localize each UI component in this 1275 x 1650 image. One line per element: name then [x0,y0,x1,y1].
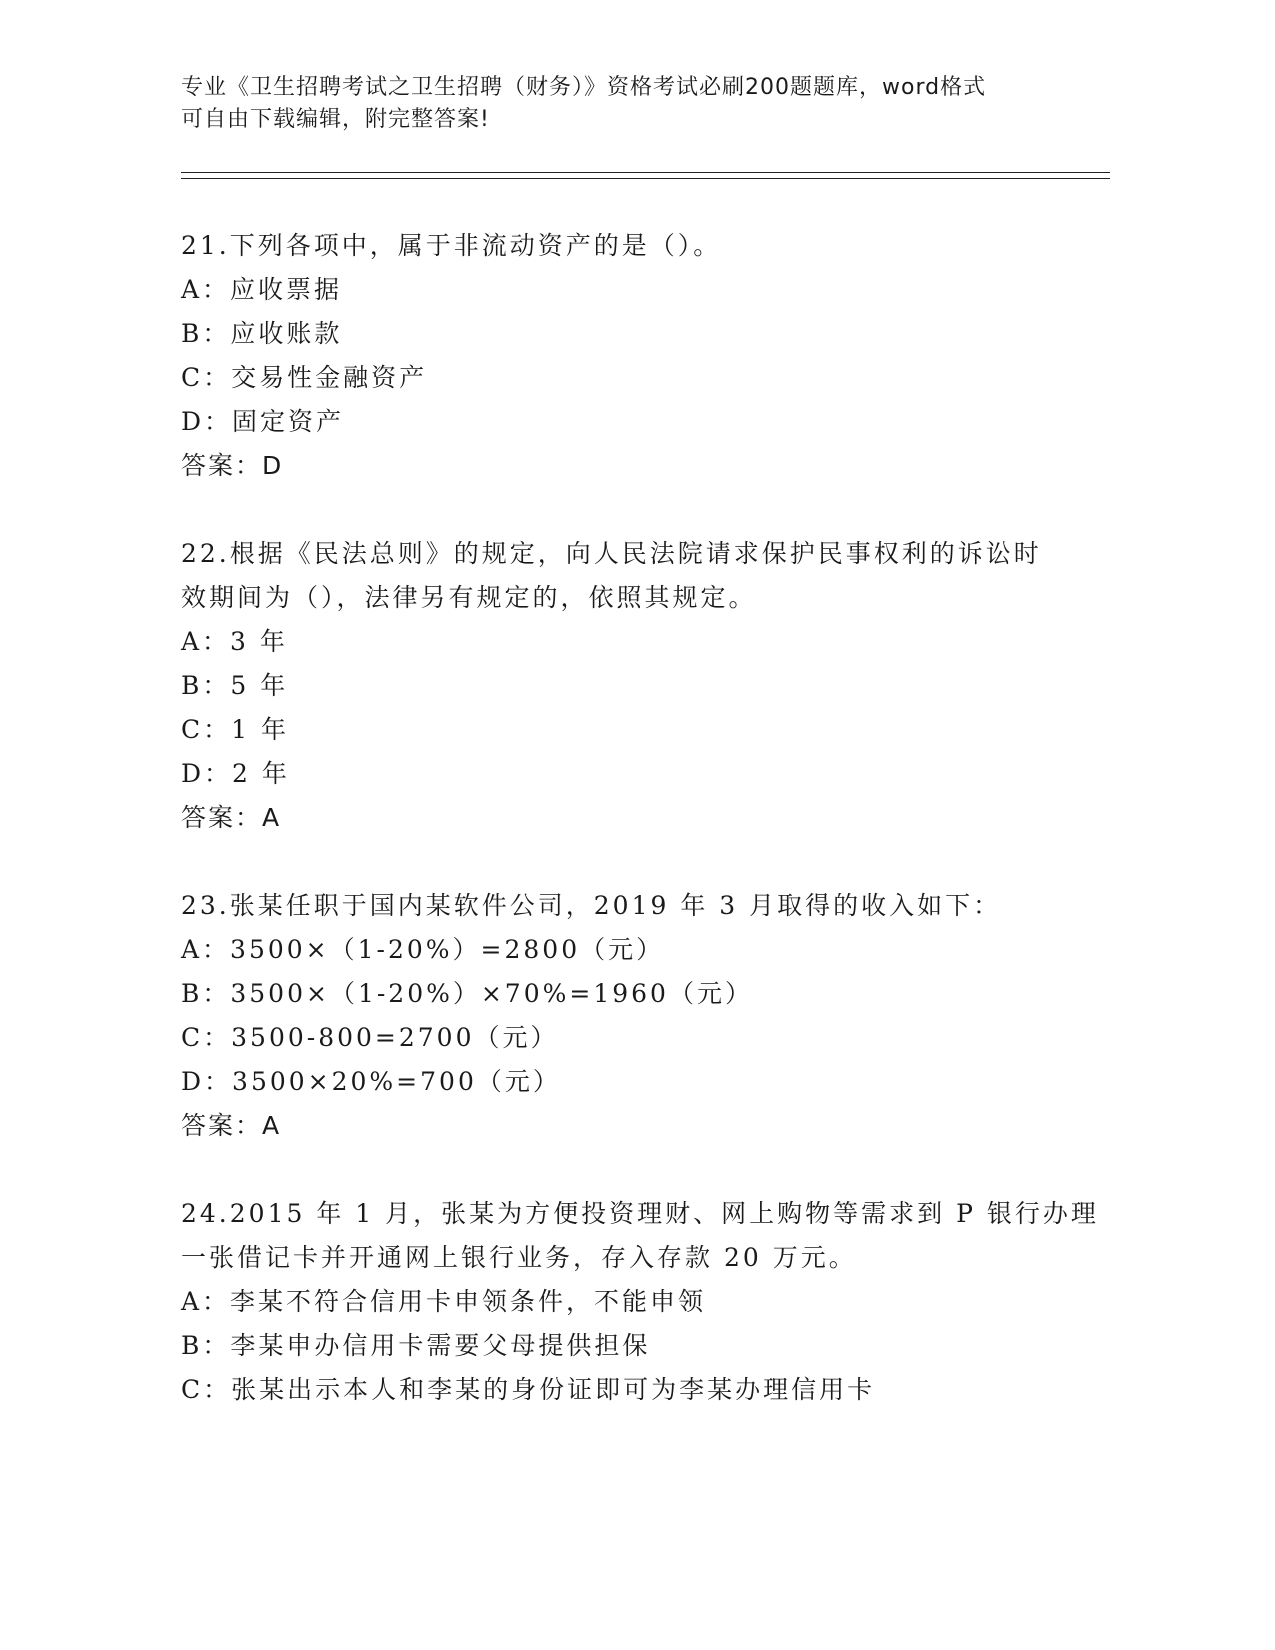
option-a: A：应收票据 [181,275,343,304]
option-c: C：交易性金融资产 [181,363,428,392]
question-stem: 24.2015 年 1 月，张某为方便投资理财、网上购物等需求到 P 银行办理 [181,1199,1099,1228]
option-b: B：5 年 [181,671,289,700]
question-21 [181,224,1061,488]
option-b: B：3500×（1-20%）×70%=1960（元） [181,979,753,1008]
header-line-2: 可自由下载编辑，附完整答案! [181,107,490,132]
option-a: A：李某不符合信用卡申领条件，不能申领 [181,1287,707,1316]
header-divider-top [181,172,1110,173]
question-stem-continued: 一张借记卡并开通网上银行业务，存入存款 20 万元。 [181,1243,857,1272]
question-list [181,224,1099,1456]
option-a: A：3500×（1-20%）=2800（元） [181,935,665,964]
option-d: D：2 年 [181,759,290,788]
question-24 [181,1192,1099,1412]
answer-label: 答案：A [181,803,282,832]
question-stem: 21.下列各项中，属于非流动资产的是（）。 [181,231,722,260]
question-stem: 22.根据《民法总则》的规定，向人民法院请求保护民事权利的诉讼时 [181,539,1042,568]
option-b: B：应收账款 [181,319,343,348]
question-23 [181,884,1061,1148]
option-c: C：1 年 [181,715,289,744]
option-c: C：张某出示本人和李某的身份证即可为李某办理信用卡 [181,1375,876,1404]
header-divider-bottom [181,178,1110,179]
question-22 [181,532,1061,840]
option-d: D：固定资产 [181,407,345,436]
answer-label: 答案：D [181,451,284,480]
option-a: A：3 年 [181,627,288,656]
question-stem: 23.张某任职于国内某软件公司，2019 年 3 月取得的收入如下： [181,891,1002,920]
document-header [181,72,1061,136]
option-b: B：李某申办信用卡需要父母提供担保 [181,1331,651,1360]
question-stem-continued: 效期间为（），法律另有规定的，依照其规定。 [181,583,757,612]
answer-label: 答案：A [181,1111,282,1140]
option-d: D：3500×20%=700（元） [181,1067,561,1096]
header-line-1: 专业《卫生招聘考试之卫生招聘（财务）》资格考试必刷200题题库，word格式 [181,75,987,100]
option-c: C：3500-800=2700（元） [181,1023,559,1052]
